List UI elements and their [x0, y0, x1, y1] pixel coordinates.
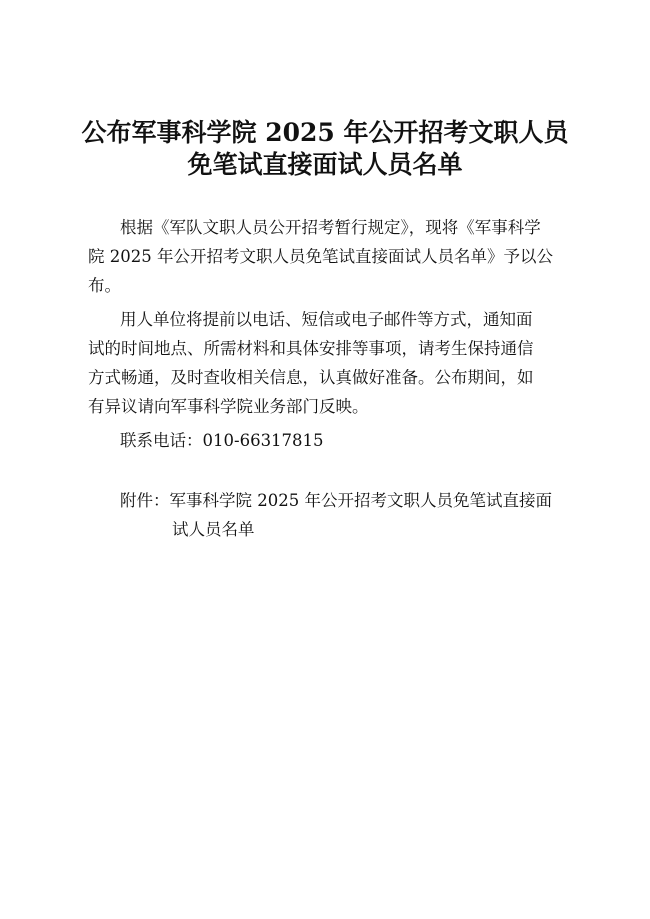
paragraph-line: 试的时间地点、所需材料和具体安排等事项，请考生保持通信	[88, 339, 534, 358]
paragraph-line: 布。	[88, 276, 121, 295]
document-title-line-2: 免笔试直接面试人员名单	[187, 150, 463, 179]
paragraph-line: 方式畅通，及时查收相关信息，认真做好准备。公布期间，如	[88, 368, 534, 387]
paragraph-line: 院 2025 年公开招考文职人员免笔试直接面试人员名单》予以公	[88, 247, 553, 266]
attachment-note	[120, 486, 552, 539]
document-title-line-1: 公布军事科学院 2025 年公开招考文职人员	[81, 118, 569, 147]
paragraph-line: 有异议请向军事科学院业务部门反映。	[88, 397, 369, 416]
paragraph-line: 根据《军队文职人员公开招考暂行规定》，现将《军事科学	[120, 218, 541, 237]
contact-phone: 联系电话：010-66317815	[120, 431, 324, 450]
attachment-line-1: 附件：军事科学院 2025 年公开招考文职人员免笔试直接面	[120, 491, 552, 510]
paragraph-line: 用人单位将提前以电话、短信或电子邮件等方式，通知面	[120, 310, 533, 329]
attachment-line-2: 试人员名单	[172, 520, 255, 539]
